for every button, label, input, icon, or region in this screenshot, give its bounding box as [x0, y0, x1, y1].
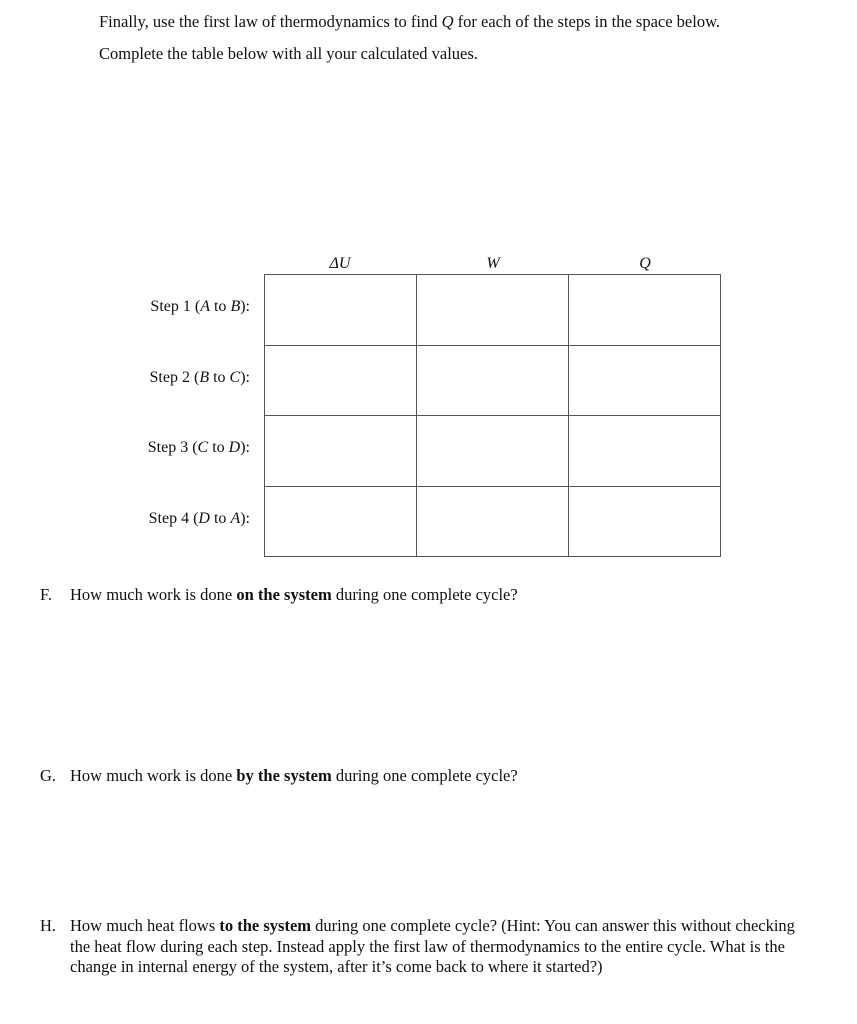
header-heat: Q	[639, 255, 651, 272]
question-f-letter: F.	[40, 585, 52, 604]
table-row	[265, 416, 721, 487]
cell-step2-delta-u[interactable]	[265, 345, 417, 416]
question-g	[40, 766, 800, 787]
cell-step1-heat[interactable]	[569, 275, 721, 346]
intro-line-1	[99, 12, 720, 32]
cell-step4-work[interactable]	[417, 486, 569, 557]
cell-step3-delta-u[interactable]	[265, 416, 417, 487]
intro-text-end: for each of the steps in the space below.	[453, 12, 721, 31]
step-label-3: Step 3 (C to D):	[147, 439, 250, 456]
cell-step3-work[interactable]	[417, 416, 569, 487]
step-label-4: Step 4 (D to A):	[148, 510, 250, 527]
header-delta-u: ΔU	[329, 255, 351, 272]
header-work: W	[486, 255, 500, 272]
cell-step1-delta-u[interactable]	[265, 275, 417, 346]
answer-table	[264, 274, 721, 557]
intro-variable-q: Q	[441, 12, 454, 31]
table-row	[265, 345, 721, 416]
table-row	[265, 275, 721, 346]
cell-step4-heat[interactable]	[569, 486, 721, 557]
question-h	[40, 916, 800, 978]
question-f-text: How much work is done on the system during one complete cycle?	[70, 585, 518, 604]
question-f	[40, 585, 800, 606]
cell-step1-work[interactable]	[417, 275, 569, 346]
cell-step4-delta-u[interactable]	[265, 486, 417, 557]
question-h-text: How much heat flows to the system during one complete cycle? (Hint: You can answer this without checking the heat flow during each step. Instead apply the first law of thermodynamics to the entire cycle. What is the change in internal energy of the system, after it’s come back to where it started?)	[70, 916, 795, 976]
step-label-1: Step 1 (A to B):	[150, 298, 250, 315]
question-g-text: How much work is done by the system during one complete cycle?	[70, 766, 518, 785]
question-g-letter: G.	[40, 766, 57, 785]
cell-step2-heat[interactable]	[569, 345, 721, 416]
intro-line-2: Complete the table below with all your calculated values.	[99, 44, 478, 63]
cell-step2-work[interactable]	[417, 345, 569, 416]
step-label-2: Step 2 (B to C):	[149, 369, 250, 386]
cell-step3-heat[interactable]	[569, 416, 721, 487]
question-h-letter: H.	[40, 916, 57, 935]
intro-text: Finally, use the first law of thermodynamics to find	[99, 12, 442, 31]
table-row	[265, 486, 721, 557]
